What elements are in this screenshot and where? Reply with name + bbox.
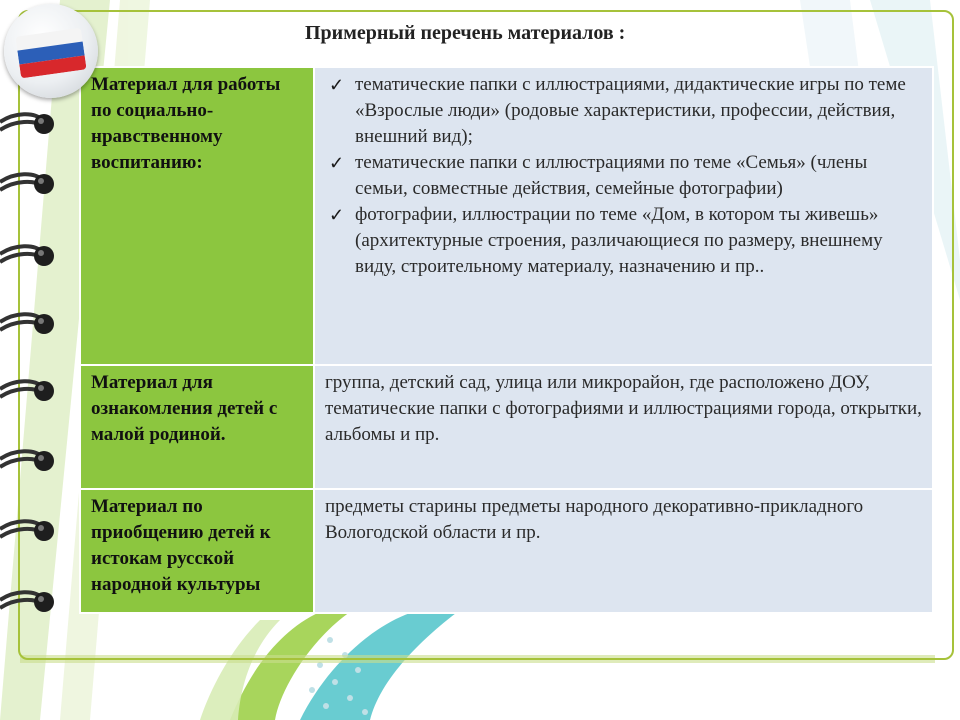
page-title: Примерный перечень материалов :: [305, 22, 626, 44]
table-row: [80, 365, 933, 489]
list-item-text: фотографии, иллюстрации по теме «Дом, в котором ты живешь» (архитектурные строения, различающиеся по размеру, внешнему виду, строительному материалу, назначению и пр..: [355, 204, 883, 277]
checkmark-icon: ✓: [329, 205, 345, 225]
category-cell: Материал по приобщению детей к истокам русской народной культуры: [80, 489, 314, 613]
description-cell: группа, детский сад, улица или микрорайон, где расположено ДОУ, тематические папки с фотографиями и иллюстрациями города, открытки, альбомы и пр.: [314, 365, 933, 489]
checklist: [325, 72, 924, 280]
spiral-rings: [0, 114, 54, 612]
checkmark-icon: ✓: [329, 75, 345, 95]
list-item-text: тематические папки с иллюстрациями, дидактические игры по теме «Взрослые люди» (родовые характеристики, профессии, действия, внешний вид);: [355, 74, 906, 147]
list-item-text: тематические папки с иллюстрациями по теме «Семья» (члены семьи, совместные действия, семейные фотографии): [355, 152, 868, 199]
table-row: [80, 489, 933, 613]
list-item: [325, 72, 924, 150]
description-cell: предметы старины предметы народного декоративно-прикладного Вологодской области и пр.: [314, 489, 933, 613]
flag-icon: [15, 28, 86, 79]
russia-flag-emblem-icon: [4, 4, 98, 98]
description-cell: [314, 67, 933, 365]
list-item: [325, 150, 924, 202]
category-cell: Материал для работы по социально-нравственному воспитанию:: [80, 67, 314, 365]
list-item: [325, 202, 924, 280]
category-cell: Материал для ознакомления детей с малой родиной.: [80, 365, 314, 489]
materials-table: [79, 66, 934, 614]
checkmark-icon: ✓: [329, 153, 345, 173]
table-row: [80, 67, 933, 365]
